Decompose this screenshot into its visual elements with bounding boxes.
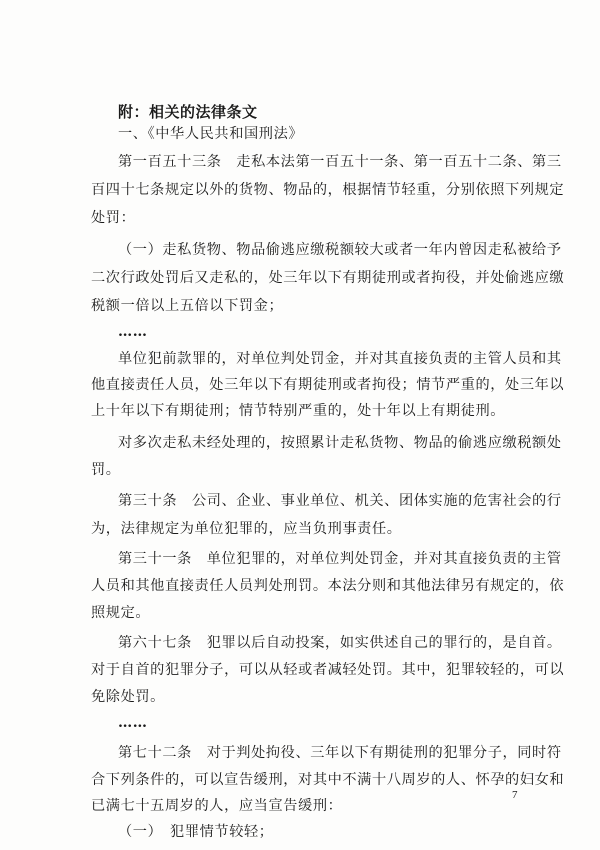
ellipsis-2: …… bbox=[118, 715, 148, 731]
section-title: 一、《中华人民共和国刑法》 bbox=[118, 126, 304, 142]
article-67-line-3: 免除处罚。 bbox=[91, 689, 165, 705]
item-1-line-2: 二次行政处罚后又走私的，处三年以下有期徒刑或者拘役，并处偷逃应缴 bbox=[91, 270, 565, 286]
article-31-line-3: 照规定。 bbox=[91, 605, 151, 621]
article-67-line-2: 对于自首的犯罪分子，可以从轻或者减轻处罚。其中，犯罪较轻的，可以 bbox=[91, 662, 565, 678]
article-30-line-2: 为，法律规定为单位犯罪的，应当负刑事责任。 bbox=[91, 521, 402, 537]
condition-1: （一） 犯罪情节较轻； bbox=[118, 824, 274, 840]
article-30-line-1: 第三十条 公司、企业、事业单位、机关、团体实施的危害社会的行 bbox=[118, 493, 562, 509]
article-72-line-3: 已满七十五周岁的人，应当宣告缓刑： bbox=[91, 798, 343, 814]
article-153-line-1: 第一百五十三条 走私本法第一百五十一条、第一百五十二条、第三 bbox=[118, 154, 562, 170]
article-72-line-2: 合下列条件的，可以宣告缓刑，对其中不满十八周岁的人、怀孕的妇女和 bbox=[91, 772, 565, 788]
unit-crime-line-2: 他直接责任人员，处三年以下有期徒刑或者拘役；情节严重的，处三年以 bbox=[91, 377, 565, 393]
unit-crime-line-1: 单位犯前款罪的，对单位判处罚金，并对其直接负责的主管人员和其 bbox=[118, 351, 562, 367]
item-1-line-1: （一）走私货物、物品偷逃应缴税额较大或者一年内曾因走私被给予 bbox=[118, 242, 562, 258]
article-72-line-1: 第七十二条 对于判处拘役、三年以下有期徒刑的犯罪分子，同时符 bbox=[118, 745, 562, 761]
article-153-line-2: 百四十七条规定以外的货物、物品的，根据情节轻重，分别依照下列规定 bbox=[91, 182, 565, 198]
page-number: 7 bbox=[512, 789, 518, 801]
ellipsis-1: …… bbox=[118, 324, 148, 340]
item-1-line-3: 税额一倍以上五倍以下罚金； bbox=[91, 298, 284, 314]
repeat-smuggling-line-2: 罚。 bbox=[91, 462, 121, 478]
article-67-line-1: 第六十七条 犯罪以后自动投案，如实供述自己的罪行的，是自首。 bbox=[118, 635, 562, 651]
article-31-line-1: 第三十一条 单位犯罪的，对单位判处罚金，并对其直接负责的主管 bbox=[118, 551, 562, 567]
appendix-heading: 附：相关的法律条文 bbox=[118, 103, 258, 121]
article-31-line-2: 人员和其他直接责任人员判处刑罚。本法分则和其他法律另有规定的，依 bbox=[91, 578, 565, 594]
article-153-line-3: 处罚： bbox=[91, 210, 136, 226]
unit-crime-line-3: 上十年以下有期徒刑；情节特别严重的，处十年以上有期徒刑。 bbox=[91, 403, 506, 419]
repeat-smuggling-line-1: 对多次走私未经处理的，按照累计走私货物、物品的偷逃应缴税额处 bbox=[118, 435, 562, 451]
